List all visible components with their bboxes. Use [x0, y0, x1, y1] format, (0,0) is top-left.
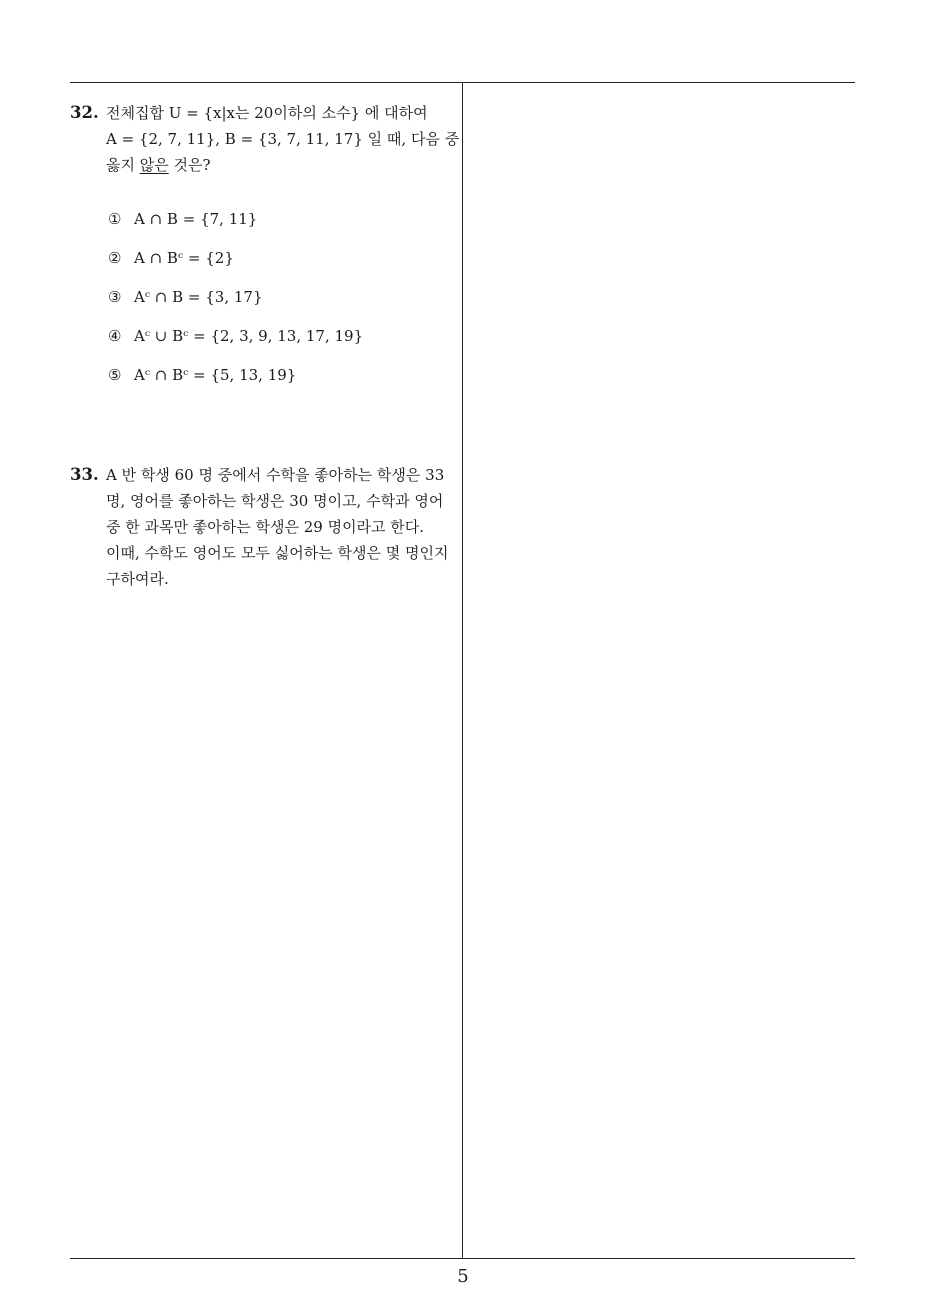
column-divider — [462, 82, 463, 1258]
choice-number: ④ — [108, 327, 122, 345]
question-line: A 반 학생 60 명 중에서 수학을 좋아하는 학생은 33 — [106, 466, 445, 484]
question-line: 명, 영어를 좋아하는 학생은 30 명이고, 수학과 영어 — [106, 492, 444, 510]
question-line: 이때, 수학도 영어도 모두 싫어하는 학생은 몇 명인지 — [106, 544, 449, 562]
question-32 — [70, 100, 460, 178]
choice-number: ⑤ — [108, 366, 122, 384]
choice-text: A ∩ Bᶜ = {2} — [134, 249, 234, 267]
choice-text: Aᶜ ∪ Bᶜ = {2, 3, 9, 13, 17, 19} — [134, 327, 364, 345]
question-33 — [70, 462, 456, 592]
emphasis-underlined: 않은 — [139, 156, 169, 174]
question-line: 중 한 과목만 좋아하는 학생은 29 명이라고 한다. — [106, 518, 425, 536]
question-text — [106, 462, 456, 592]
choice-text: A ∩ B = {7, 11} — [134, 210, 258, 228]
question-number: 33. — [70, 465, 99, 484]
question-text — [106, 100, 460, 178]
bottom-rule — [70, 1258, 855, 1259]
question-line: 전체집합 U = {x|x는 20이하의 소수} 에 대하여 — [106, 104, 428, 122]
question-text-fragment: 것은? — [168, 156, 211, 174]
answer-choices — [108, 206, 363, 401]
choice-text: Aᶜ ∩ B = {3, 17} — [134, 288, 263, 306]
choice-2[interactable] — [108, 245, 363, 284]
choice-number: ① — [108, 210, 122, 228]
page-number: 5 — [457, 1266, 469, 1287]
choice-1[interactable] — [108, 206, 363, 245]
choice-4[interactable] — [108, 323, 363, 362]
choice-5[interactable] — [108, 362, 363, 401]
choice-3[interactable] — [108, 284, 363, 323]
question-text-fragment: 옳지 — [106, 156, 140, 174]
question-number: 32. — [70, 103, 99, 122]
choice-number: ③ — [108, 288, 122, 306]
choice-text: Aᶜ ∩ Bᶜ = {5, 13, 19} — [134, 366, 297, 384]
choice-number: ② — [108, 249, 122, 267]
question-line — [106, 152, 456, 178]
question-line: A = {2, 7, 11}, B = {3, 7, 11, 17} 일 때, 다음 중 — [106, 130, 460, 148]
question-line: 구하여라. — [106, 570, 169, 588]
